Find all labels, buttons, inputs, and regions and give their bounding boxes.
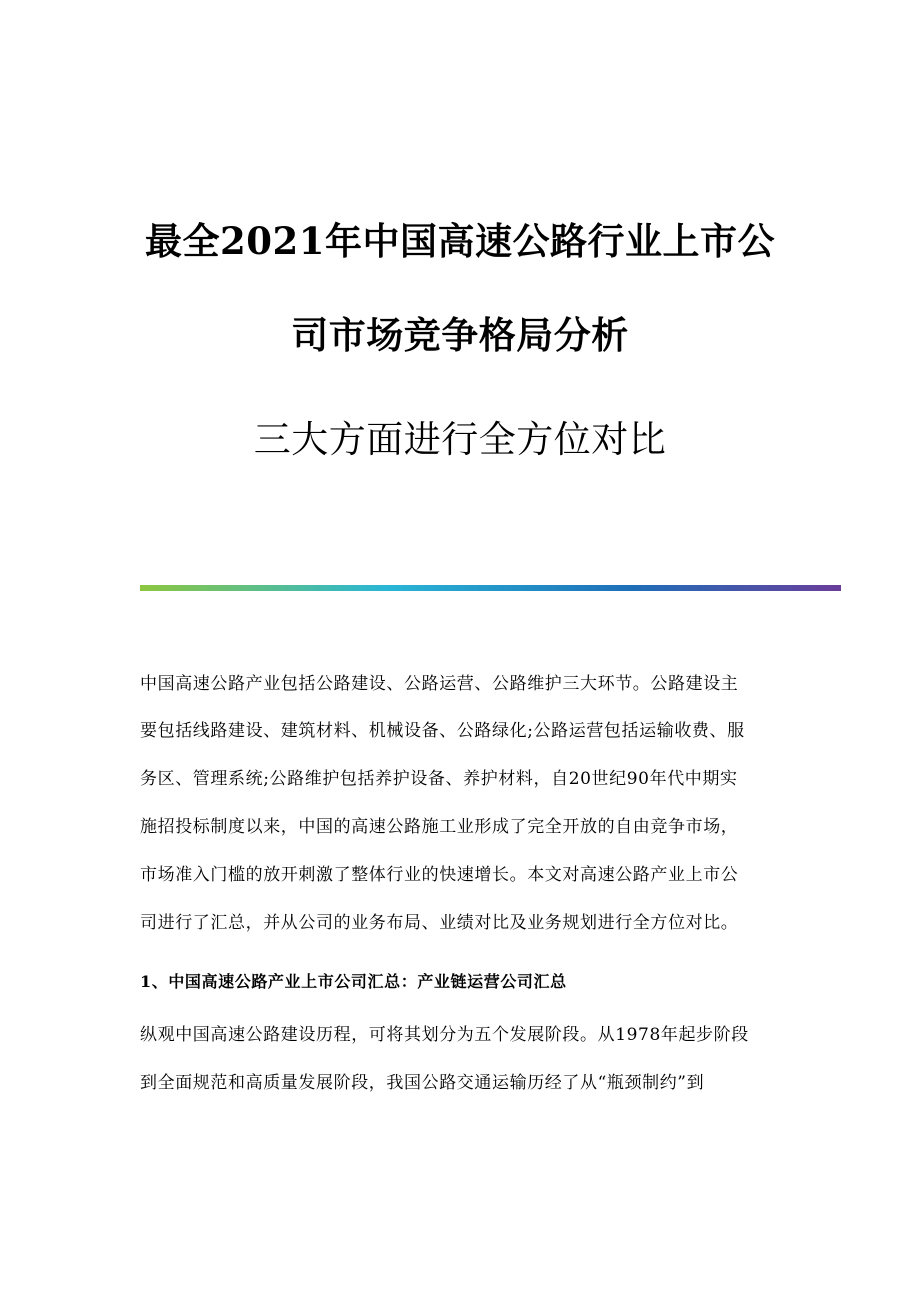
- document-title-line-2: 司市场竞争格局分析: [291, 313, 629, 357]
- intro-line-6: 司进行了汇总，并从公司的业务布局、业绩对比及业务规划进行全方位对比。: [140, 913, 739, 933]
- intro-line-3: 务区、管理系统;公路维护包括养护设备、养护材料，自20世纪90年代中期实: [140, 769, 738, 789]
- section-1-line-2: 到全面规范和高质量发展阶段，我国公路交通运输历经了从“瓶颈制约”到: [140, 1073, 705, 1093]
- section-1-heading: 1、中国高速公路产业上市公司汇总：产业链运营公司汇总: [140, 972, 567, 991]
- intro-line-4: 施招投标制度以来，中国的高速公路施工业形成了完全开放的自由竞争市场，: [140, 817, 739, 837]
- document-subtitle: 三大方面进行全方位对比: [253, 418, 667, 461]
- section-1-line-1: 纵观中国高速公路建设历程，可将其划分为五个发展阶段。从1978年起步阶段: [140, 1025, 749, 1045]
- document-title-line-1: 最全2021年中国高速公路行业上市公: [145, 219, 775, 263]
- gradient-divider: [140, 585, 841, 591]
- intro-line-1: 中国高速公路产业包括公路建设、公路运营、公路维护三大环节。公路建设主: [140, 674, 739, 694]
- intro-line-2: 要包括线路建设、建筑材料、机械设备、公路绿化;公路运营包括运输收费、服: [140, 721, 745, 741]
- intro-line-5: 市场准入门槛的放开刺激了整体行业的快速增长。本文对高速公路产业上市公: [140, 865, 739, 885]
